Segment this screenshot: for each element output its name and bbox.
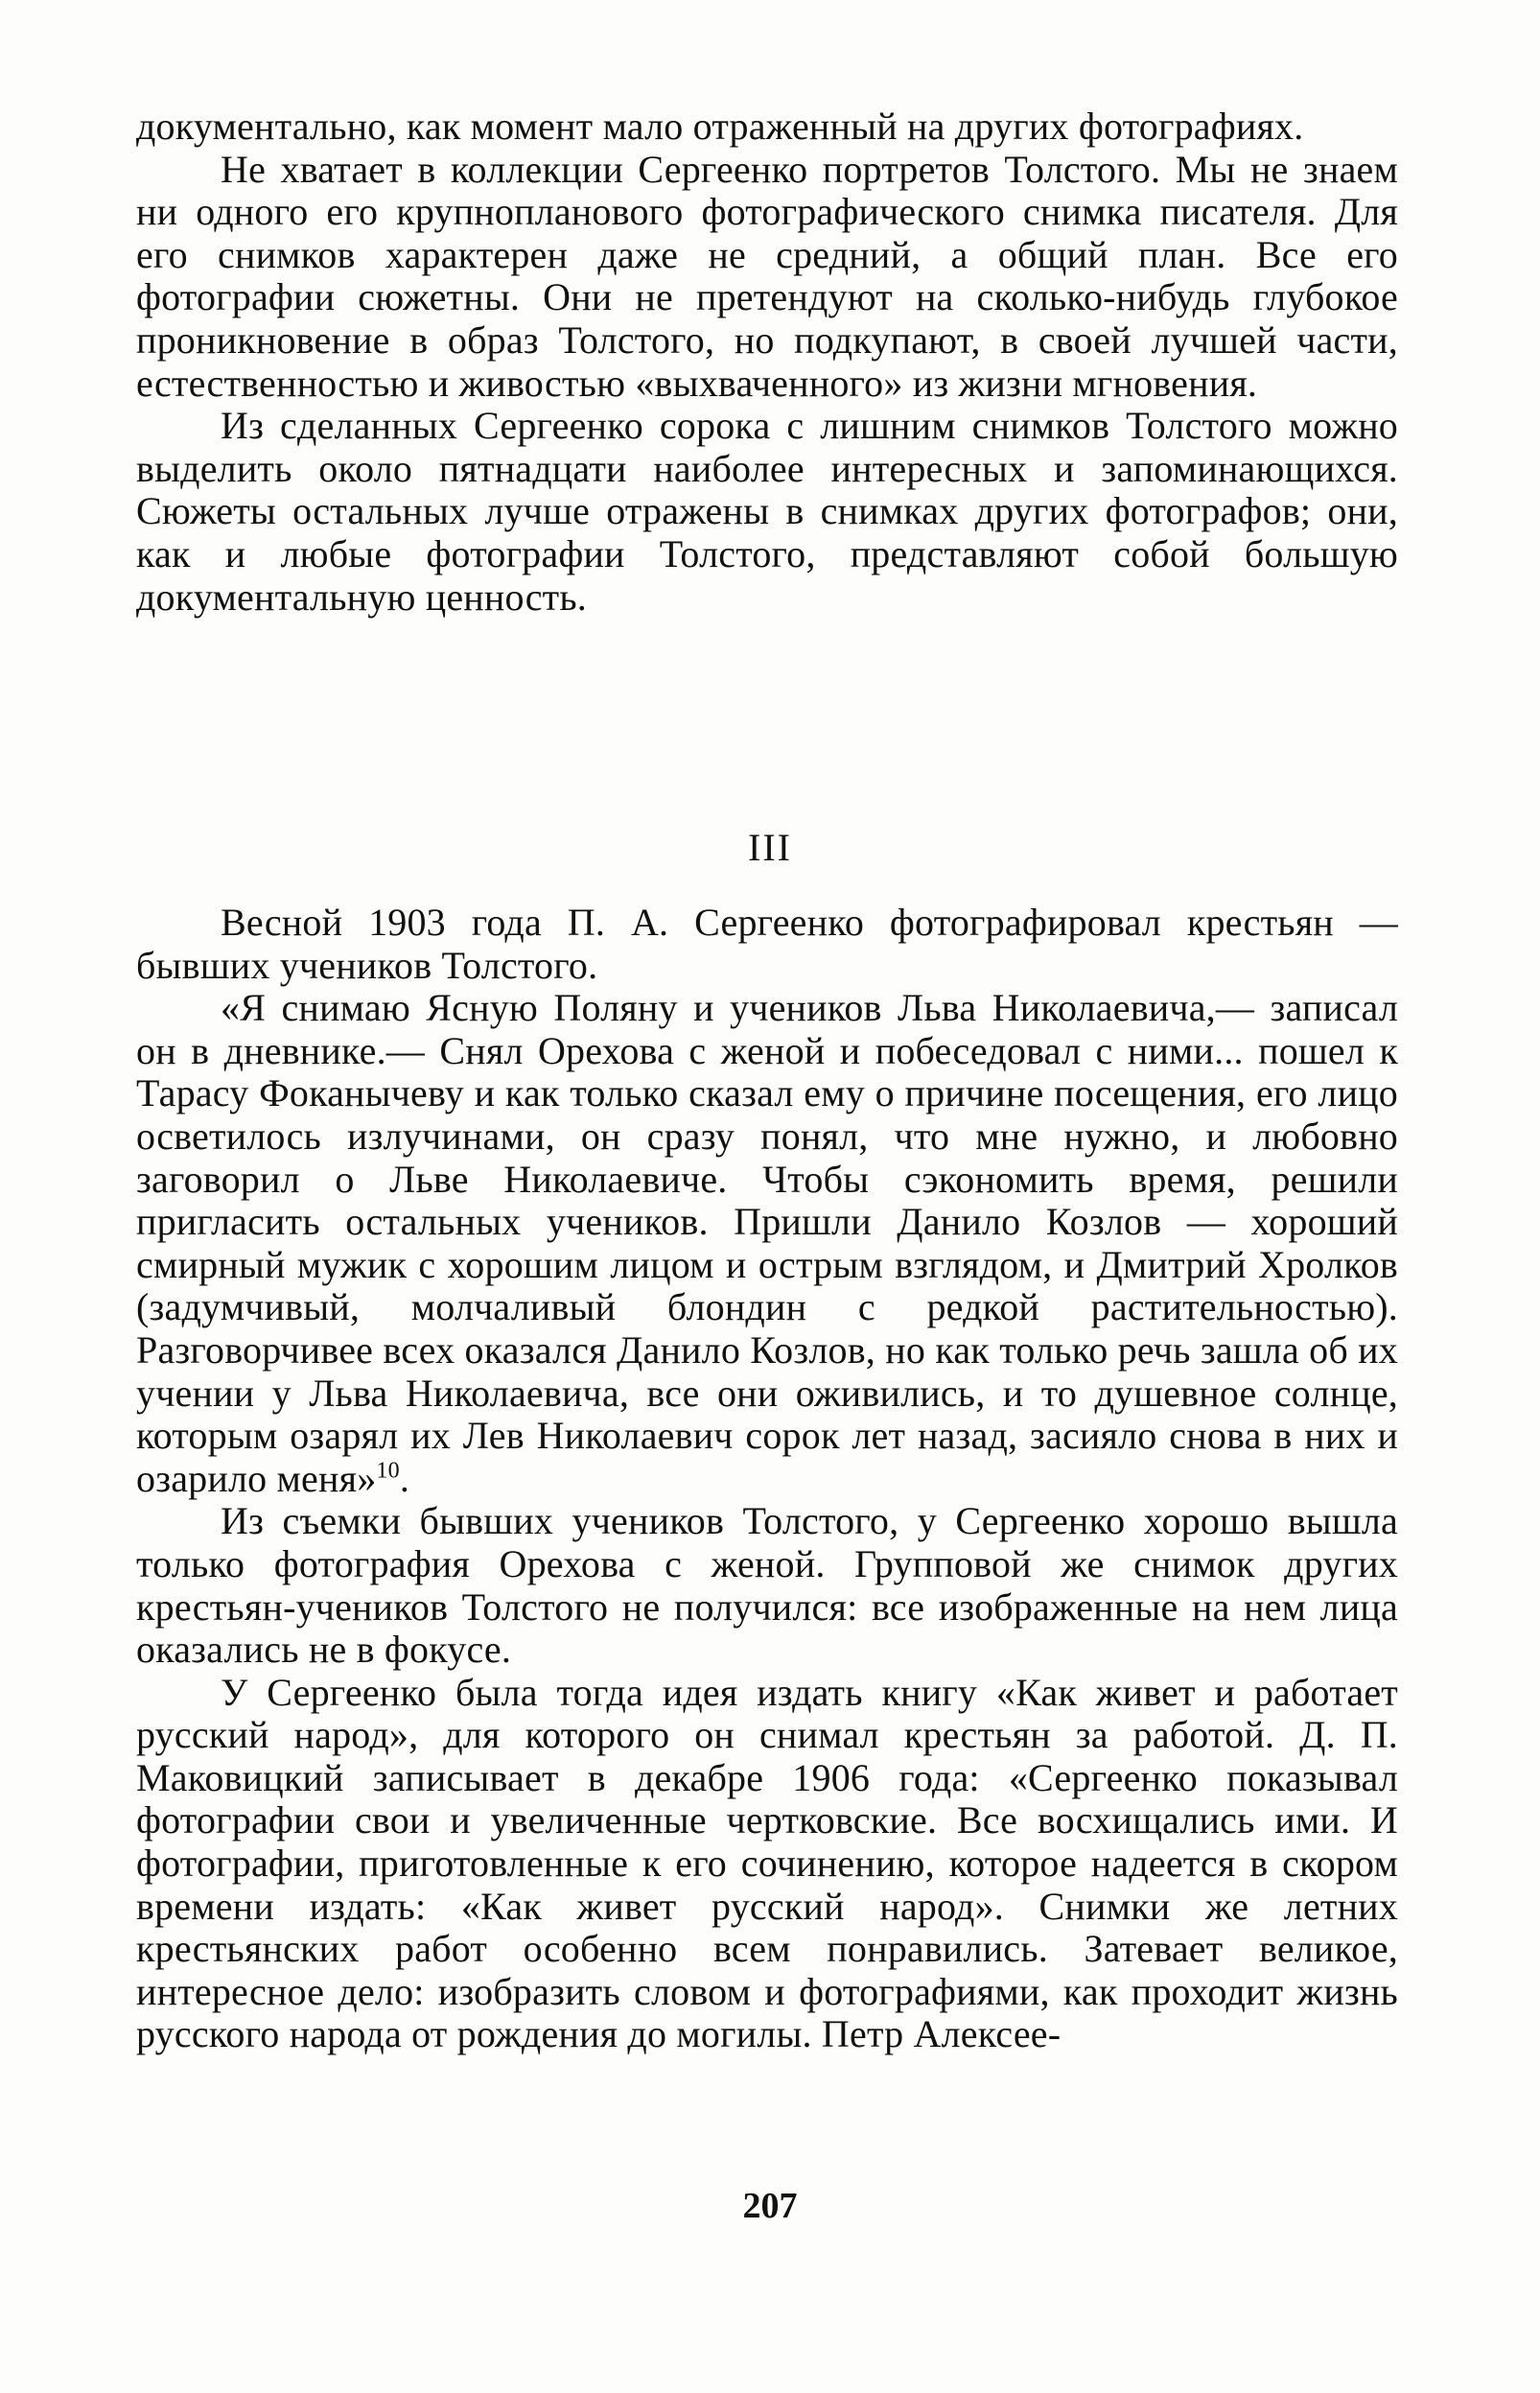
paragraph: Весной 1903 года П. А. Сергеенко фотографировал крестьян — бывших учеников Толстого. xyxy=(136,901,1398,987)
text-block-top xyxy=(136,106,1398,619)
paragraph: Не хватает в коллекции Сергеенко портретов Толстого. Мы не знаем ни одного его крупнопланового фотографического снимка писателя. Для его снимков характерен даже не средний, а общий план. Все его фотографии сюжетны. Они не претендуют на сколько-нибудь глубокое проникновение в образ Толстого, но подкупают, в своей лучшей части, естественностью и живостью «выхваченного» из жизни мгновения. xyxy=(136,147,1398,405)
paragraph: Из съемки бывших учеников Толстого, у Сергеенко хорошо вышла только фотография Орехова с женой. Групповой же снимок других крестьян-учеников Толстого не получился: все изображенные на нем лица оказались не в фокусе. xyxy=(136,1499,1398,1672)
paragraph-continued: документально, как момент мало отраженный на других фотографиях. xyxy=(136,105,1304,148)
footnote-reference: 10 xyxy=(376,1458,400,1484)
paragraph: Из сделанных Сергеенко сорока с лишним снимков Толстого можно выделить около пятнадцати наиболее интересных и запоминающихся. Сюжеты остальных лучше отражены в снимках других фотографов; они, как и любые фотографии Толстого, представляют собой большую документальную ценность. xyxy=(136,404,1398,619)
text-block-bottom xyxy=(136,902,1398,2056)
paragraph-quote xyxy=(136,987,1398,1500)
quote-tail: . xyxy=(399,1456,410,1500)
page-number: 207 xyxy=(742,2186,798,2226)
section-heading: III xyxy=(748,826,792,869)
quote-text: «Я снимаю Ясную Поляну и учеников Льва Николаевича,— записал он в дневнике.— Снял Орехова с женой и побеседовал с ними... пошел к Тарасу Фоканычеву и как только сказал ему о причине посещения, его лицо осветилось излучинами, он сразу понял, что мне нужно, и любовно заговорил о Льве Николаевиче. Чтобы сэкономить время, решили пригласить остальных учеников. Пришли Данило Козлов — хороший смирный мужик с хорошим лицом и острым взглядом, и Дмитрий Хролков (задумчивый, молчаливый блондин с редкой растительностью). Разговорчивее всех оказался Данило Козлов, но как только речь зашла об их учении у Льва Николаевича, все они оживились, и то душевное солнце, которым озарял их Лев Николаевич сорок лет назад, засияло снова в них и озарило меня» xyxy=(136,986,1398,1500)
paragraph: У Сергеенко была тогда идея издать книгу «Как живет и работает русский народ», для которого он снимал крестьян за работой. Д. П. Маковицкий записывает в декабре 1906 года: «Сергеенко показывал фотографии свои и увеличенные чертковские. Все восхищались ими. И фотографии, приготовленные к его сочинению, которое надеется в скором времени издать: «Как живет русский народ». Снимки же летних крестьянских работ особенно всем понравились. Затевает великое, интересное дело: изобразить словом и фотографиями, как проходит жизнь русского народа от рождения до могилы. Петр Алексее- xyxy=(136,1670,1398,2056)
